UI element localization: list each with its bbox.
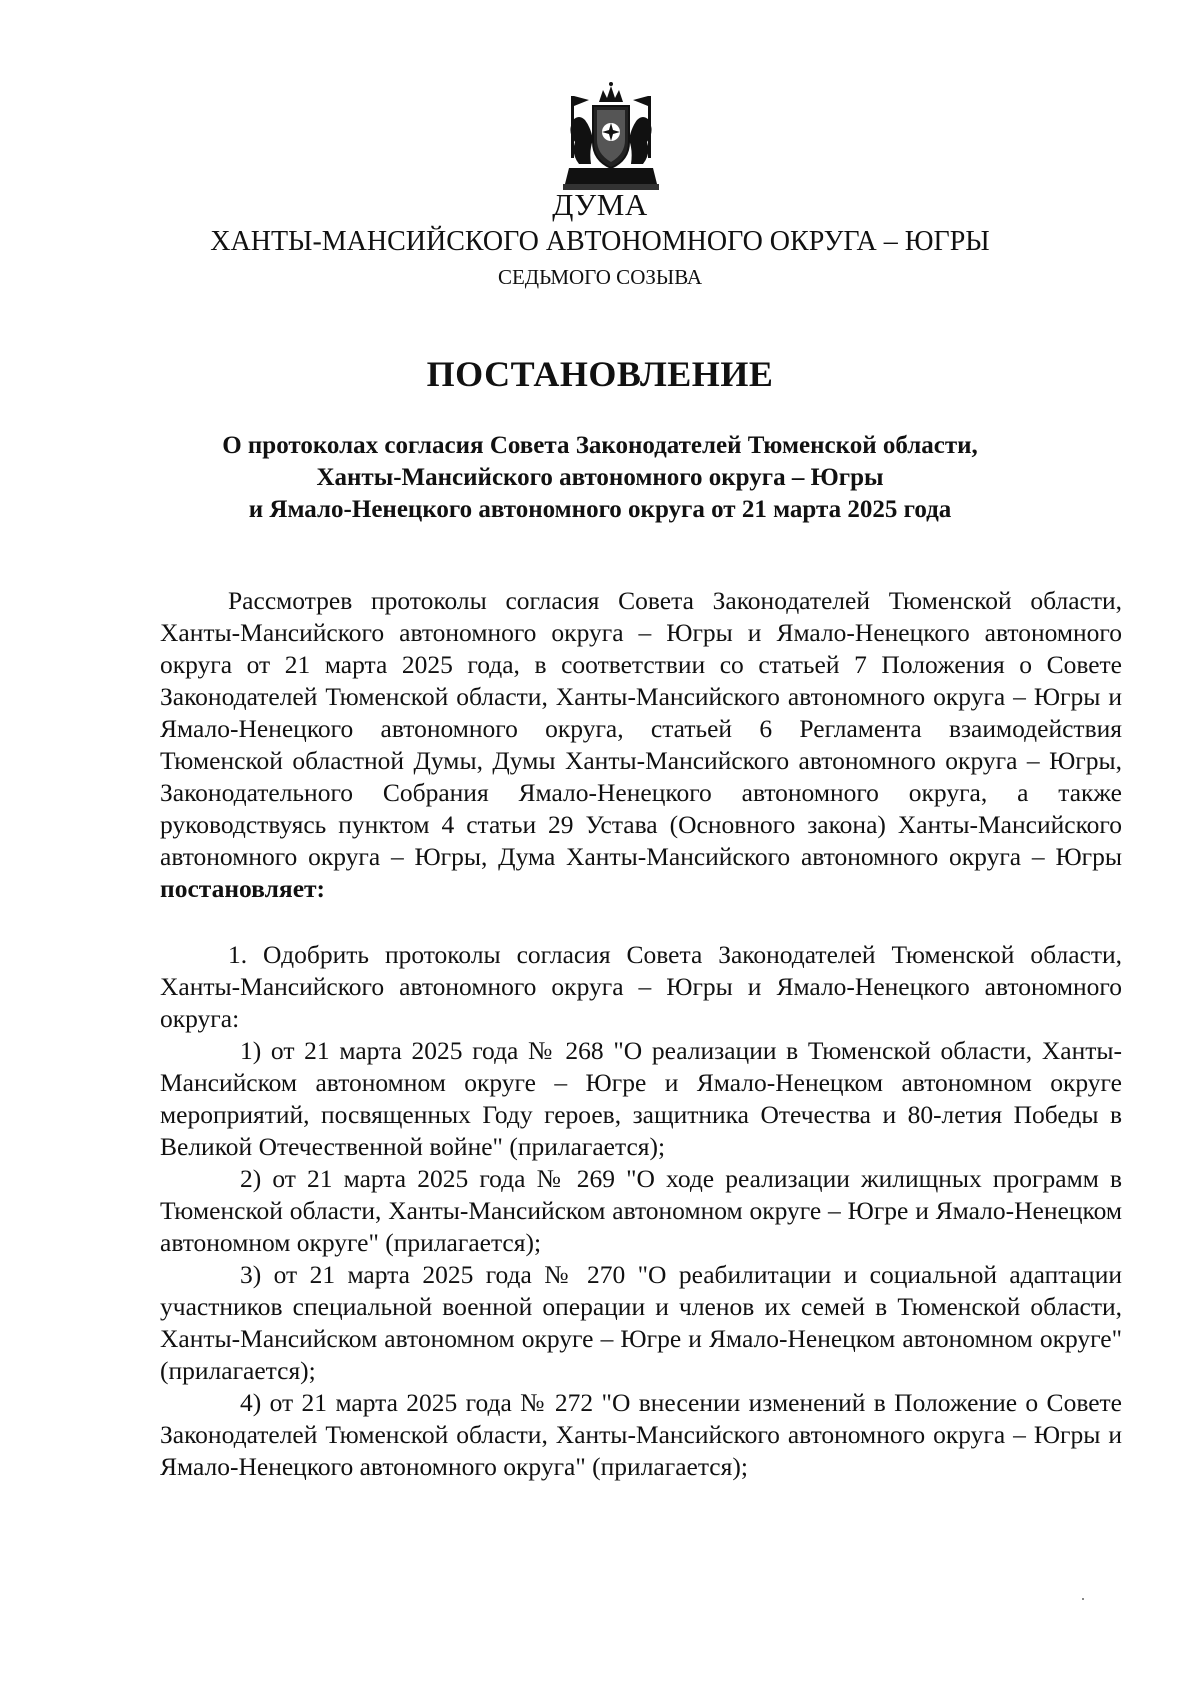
list-item: 4) от 21 марта 2025 года № 272 "О внесении изменений в Положение о Совете Законодателей Тюменской области, Ханты-Мансийского автономного округа – Югры и Ямало-Ненецкого автономного округа" (прилагается); — [160, 1388, 1122, 1481]
preamble-text: Рассмотрев протоколы согласия Совета Законодателей Тюменской области, Ханты-Мансийского автономного округа – Югры и Ямало-Ненецкого автономного округа от 21 марта 2025 года, в соответствии со статьей 7 Положения о Совете Законодателей Тюменской области, Ханты-Мансийского автономного округа – Югры и Ямало-Ненецкого автономного округа, статьей 6 Регламента взаимодействия Тюменской областной Думы, Думы Ханты-Мансийского автономного округа – Югры, Законодательного Собрания Ямало-Ненецкого автономного округа, а также руководствуясь пунктом 4 статьи 29 Устава (Основного закона) Ханты-Мансийского автономного округа – Югры, Дума Ханты-Мансийского автономного округа – Югры — [160, 586, 1122, 871]
title-line: Ханты-Мансийского автономного округа – Югры — [316, 464, 884, 491]
list-item: 2) от 21 марта 2025 года № 269 "О ходе реализации жилищных программ в Тюменской области, Ханты-Мансийском автономном округе – Югре и Ямало-Ненецком автономном округе" (прилагается); — [160, 1164, 1122, 1257]
org-full-name: ХАНТЫ-МАНСИЙСКОГО АВТОНОМНОГО ОКРУГА – ЮГРЫ — [210, 226, 990, 257]
document-type: ПОСТАНОВЛЕНИЕ — [426, 354, 774, 394]
org-short-name: ДУМА — [552, 187, 648, 222]
document-body — [160, 585, 1122, 1483]
title-line: О протоколах согласия Совета Законодателей Тюменской области, — [222, 432, 978, 459]
coat-of-arms-icon — [561, 80, 661, 192]
preamble-paragraph — [160, 585, 1122, 905]
title-line: и Ямало-Ненецкого автономного округа от 21 марта 2025 года — [248, 496, 952, 523]
convocation: СЕДЬМОГО СОЗЫВА — [497, 265, 703, 289]
list-item: 1) от 21 марта 2025 года № 268 "О реализации в Тюменской области, Ханты-Мансийском автономном округе – Югре и Ямало-Ненецком автономном округе мероприятий, посвященных Году героев, защитника Отечества и 80-летия Победы в Великой Отечественной войне" (прилагается); — [160, 1036, 1122, 1161]
list-item: 3) от 21 марта 2025 года № 270 "О реабилитации и социальной адаптации участников специальной военной операции и членов их семей в Тюменской области, Ханты-Мансийском автономном округе – Югре и Ямало-Ненецком автономном округе" (прилагается); — [160, 1260, 1122, 1385]
resolves-word: постановляет: — [160, 874, 326, 903]
scan-speck — [1082, 1598, 1084, 1600]
document-title — [0, 430, 1200, 526]
point-1: 1. Одобрить протоколы согласия Совета Законодателей Тюменской области, Ханты-Мансийского автономного округа – Югры и Ямало-Ненецкого автономного округа: — [160, 940, 1122, 1033]
